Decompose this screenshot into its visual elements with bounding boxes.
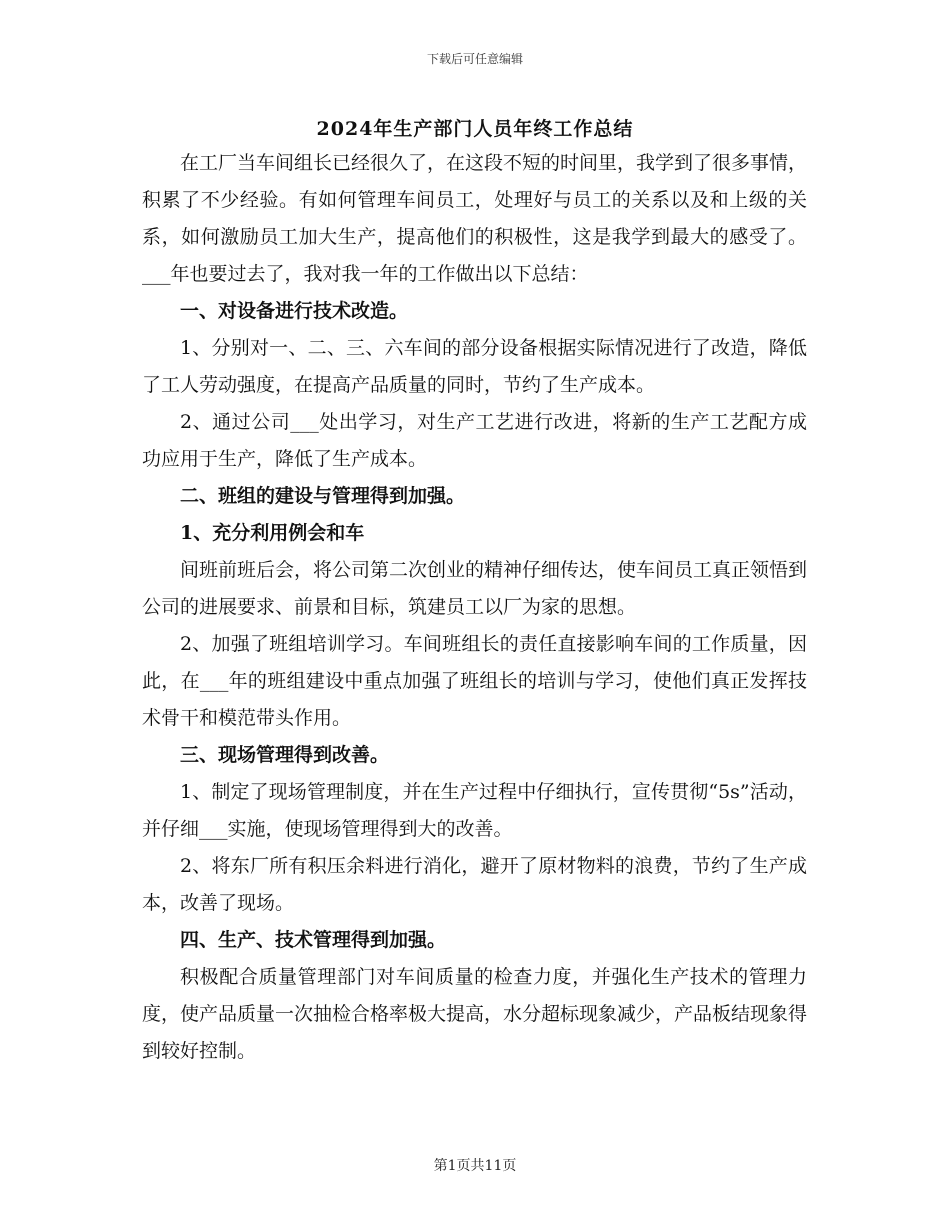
body-paragraph: 1、分别对一、二、三、六车间的部分设备根据实际情况进行了改造，降低了工人劳动强度，在提高产品质量的同时，节约了生产成本。 [142, 337, 807, 396]
document-body [142, 145, 807, 1070]
page-number: 第1页共11页 [433, 1158, 517, 1174]
intro-paragraph: 在工厂当车间组长已经很久了，在这段不短的时间里，我学到了很多事情，积累了不少经验。有如何管理车间员工，处理好与员工的关系以及和上级的关系，如何激励员工加大生产，提高他们的积极性，这是我学到最大的感受了。___年也要过去了，我对我一年的工作做出以下总结： [142, 152, 808, 285]
section-heading: 二、班组的建设与管理得到加强。 [180, 485, 466, 507]
body-paragraph: 1、制定了现场管理制度，并在生产过程中仔细执行，宣传贯彻“5s”活动，并仔细___实施，使现场管理得到大的改善。 [142, 781, 807, 840]
body-paragraph: 2、将东厂所有积压余料进行消化，避开了原材物料的浪费，节约了生产成本，改善了现场。 [142, 855, 807, 914]
body-paragraph: 积极配合质量管理部门对车间质量的检查力度，并强化生产技术的管理力度，使产品质量一次抽检合格率极大提高，水分超标现象减少，产品板结现象得到较好控制。 [142, 966, 808, 1062]
section-heading: 三、现场管理得到改善。 [180, 744, 390, 766]
subsection-heading: 1、充分利用例会和车 [180, 522, 365, 544]
section-heading: 一、对设备进行技术改造。 [180, 300, 409, 322]
section-heading: 四、生产、技术管理得到加强。 [180, 929, 447, 951]
body-paragraph: 2、通过公司___处出学习，对生产工艺进行改进，将新的生产工艺配方成功应用于生产，降低了生产成本。 [142, 411, 807, 470]
body-paragraph: 2、加强了班组培训学习。车间班组长的责任直接影响车间的工作质量，因此，在___年的班组建设中重点加强了班组长的培训与学习，使他们真正发挥技术骨干和模范带头作用。 [142, 633, 807, 729]
page-header-note: 下载后可任意编辑 [426, 52, 523, 66]
body-paragraph: 间班前班后会，将公司第二次创业的精神仔细传达，使车间员工真正领悟到公司的进展要求、前景和目标，筑建员工以厂为家的思想。 [142, 559, 808, 618]
document-title: 2024年生产部门人员年终工作总结 [316, 118, 634, 140]
